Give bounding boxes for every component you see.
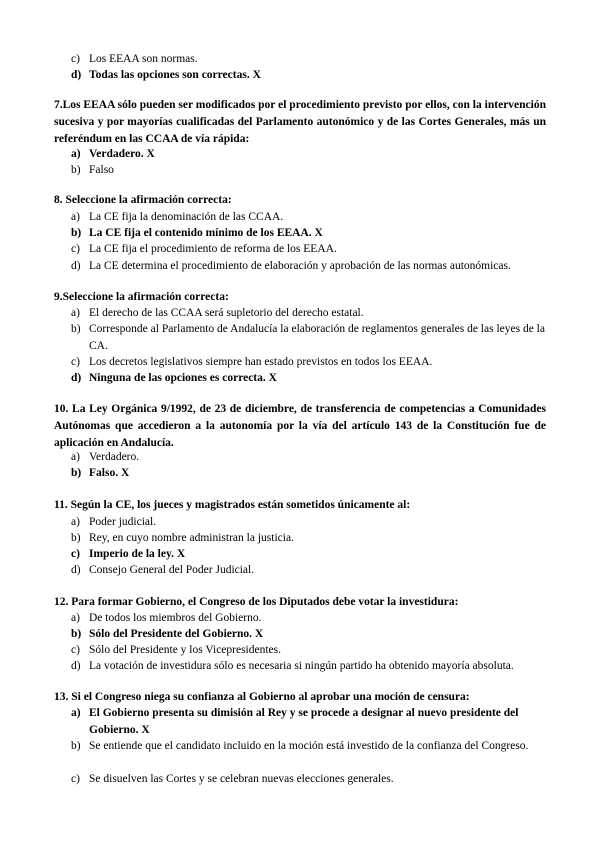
option-text: Verdadero. X	[89, 148, 155, 160]
question-13: 13. Si el Congreso niega su confianza al Gobierno al aprobar una moción de censura:	[54, 691, 470, 703]
option-text: De todos los miembros del Gobierno.	[89, 612, 262, 624]
q9-option-d	[71, 370, 549, 387]
q12-option-a	[71, 610, 549, 627]
q10-option-b	[71, 465, 549, 482]
option-letter: c)	[71, 644, 80, 656]
option-text: La CE determina el procedimiento de elaboración y aprobación de las normas autonómicas.	[89, 260, 511, 272]
option-letter: a)	[71, 612, 80, 624]
q7-option-a	[71, 146, 549, 163]
q9-option-c	[71, 354, 549, 371]
option-letter: a)	[71, 451, 80, 463]
q7-option-b	[71, 162, 549, 179]
option-letter: a)	[71, 211, 80, 223]
option-letter: b)	[71, 323, 81, 335]
q13-option-a	[71, 705, 549, 738]
option-text: Se entiende que el candidato incluido en la moción está investido de la confianza del Congreso.	[89, 740, 529, 752]
q9-option-a	[71, 305, 549, 322]
option-letter: a)	[71, 148, 81, 160]
q11-option-b	[71, 530, 549, 547]
option-letter: a)	[71, 516, 80, 528]
option-text: La CE fija el contenido mínimo de los EEAA. X	[89, 227, 323, 239]
option-letter: d)	[71, 564, 81, 576]
option-text: Se disuelven las Cortes y se celebran nuevas elecciones generales.	[89, 773, 394, 785]
q11-option-d	[71, 562, 549, 579]
option-text: La CE fija el procedimiento de reforma de los EEAA.	[89, 243, 337, 255]
option-text: La CE fija la denominación de las CCAA.	[89, 211, 284, 223]
option-text: Sólo del Presidente y los Vicepresidentes.	[89, 644, 282, 656]
question-12: 12. Para formar Gobierno, el Congreso de los Diputados debe votar la investidura:	[54, 596, 459, 608]
question-9: 9.Seleccione la afirmación correcta:	[54, 291, 229, 303]
option-letter: d)	[71, 69, 82, 81]
option-text: Corresponde al Parlamento de Andalucía la elaboración de reglamentos generales de las leyes de la CA.	[89, 323, 545, 352]
option-letter: d)	[71, 260, 81, 272]
option-text: El Gobierno presenta su dimisión al Rey y se procede a designar al nuevo presidente del Gobierno. X	[89, 707, 519, 736]
option-text: Ninguna de las opciones es correcta. X	[89, 372, 277, 384]
question-11: 11. Según la CE, los jueces y magistrados están sometidos únicamente al:	[54, 499, 411, 511]
option-letter: c)	[71, 356, 80, 368]
option-text: Consejo General del Poder Judicial.	[89, 564, 255, 576]
option-letter: b)	[71, 628, 82, 640]
option-letter: d)	[71, 660, 81, 672]
option-text: Sólo del Presidente del Gobierno. X	[89, 628, 264, 640]
option-text: La votación de investidura sólo es necesaria si ningún partido ha obtenido mayoría absoluta.	[89, 660, 514, 672]
option-text: Verdadero.	[89, 451, 140, 463]
option-letter: b)	[71, 164, 81, 176]
option-letter: a)	[71, 307, 80, 319]
q8-option-c	[71, 241, 549, 258]
option-text: Rey, en cuyo nombre administran la justicia.	[89, 532, 294, 544]
option-letter: b)	[71, 467, 82, 479]
option-letter: c)	[71, 773, 80, 785]
option-text: Falso	[89, 164, 114, 176]
option-text: Imperio de la ley. X	[89, 548, 186, 560]
q8-option-d	[71, 258, 549, 275]
q10-option-a	[71, 449, 549, 466]
q9-option-b	[71, 321, 549, 354]
option-letter: c)	[71, 53, 80, 65]
q12-option-d	[71, 658, 549, 675]
question-7: 7.Los EEAA sólo pueden ser modificados por el procedimiento previsto por ellos, con la intervención sucesiva y por mayorías cualificadas del Parlamento autonómico y de las Cortes Generales, más un referéndum en las CCAA de vía rápida:	[54, 99, 546, 145]
q8-option-a	[71, 209, 549, 226]
option-letter: b)	[71, 532, 81, 544]
q11-option-c	[71, 546, 549, 563]
option-text: Falso. X	[89, 467, 130, 479]
option-letter: b)	[71, 740, 81, 752]
option-text: Los decretos legislativos siempre han estado previstos en todos los EEAA.	[89, 356, 433, 368]
option-text: Poder judicial.	[89, 516, 157, 528]
option-text: Todas las opciones son correctas. X	[89, 69, 261, 81]
q12-option-c	[71, 642, 549, 659]
q11-option-a	[71, 514, 549, 531]
q12-option-b	[71, 626, 549, 643]
option-letter: a)	[71, 707, 81, 719]
question-10: 10. La Ley Orgánica 9/1992, de 23 de diciembre, de transferencia de competencias a Comunidades Autónomas que accedieron a la autonomía por la vía del artículo 143 de la Constitución fue de aplicación en Andalucía.	[54, 403, 546, 449]
q13-option-c	[71, 771, 549, 788]
continuation-option-c	[71, 51, 549, 68]
q8-option-b	[71, 225, 549, 242]
option-text: El derecho de las CCAA será supletorio del derecho estatal.	[89, 307, 364, 319]
option-text: Los EEAA son normas.	[89, 53, 198, 65]
option-letter: b)	[71, 227, 82, 239]
continuation-option-d	[71, 67, 549, 84]
option-letter: d)	[71, 372, 82, 384]
q13-option-b	[71, 738, 549, 755]
option-letter: c)	[71, 548, 80, 560]
option-letter: c)	[71, 243, 80, 255]
question-8: 8. Seleccione la afirmación correcta:	[54, 194, 232, 206]
